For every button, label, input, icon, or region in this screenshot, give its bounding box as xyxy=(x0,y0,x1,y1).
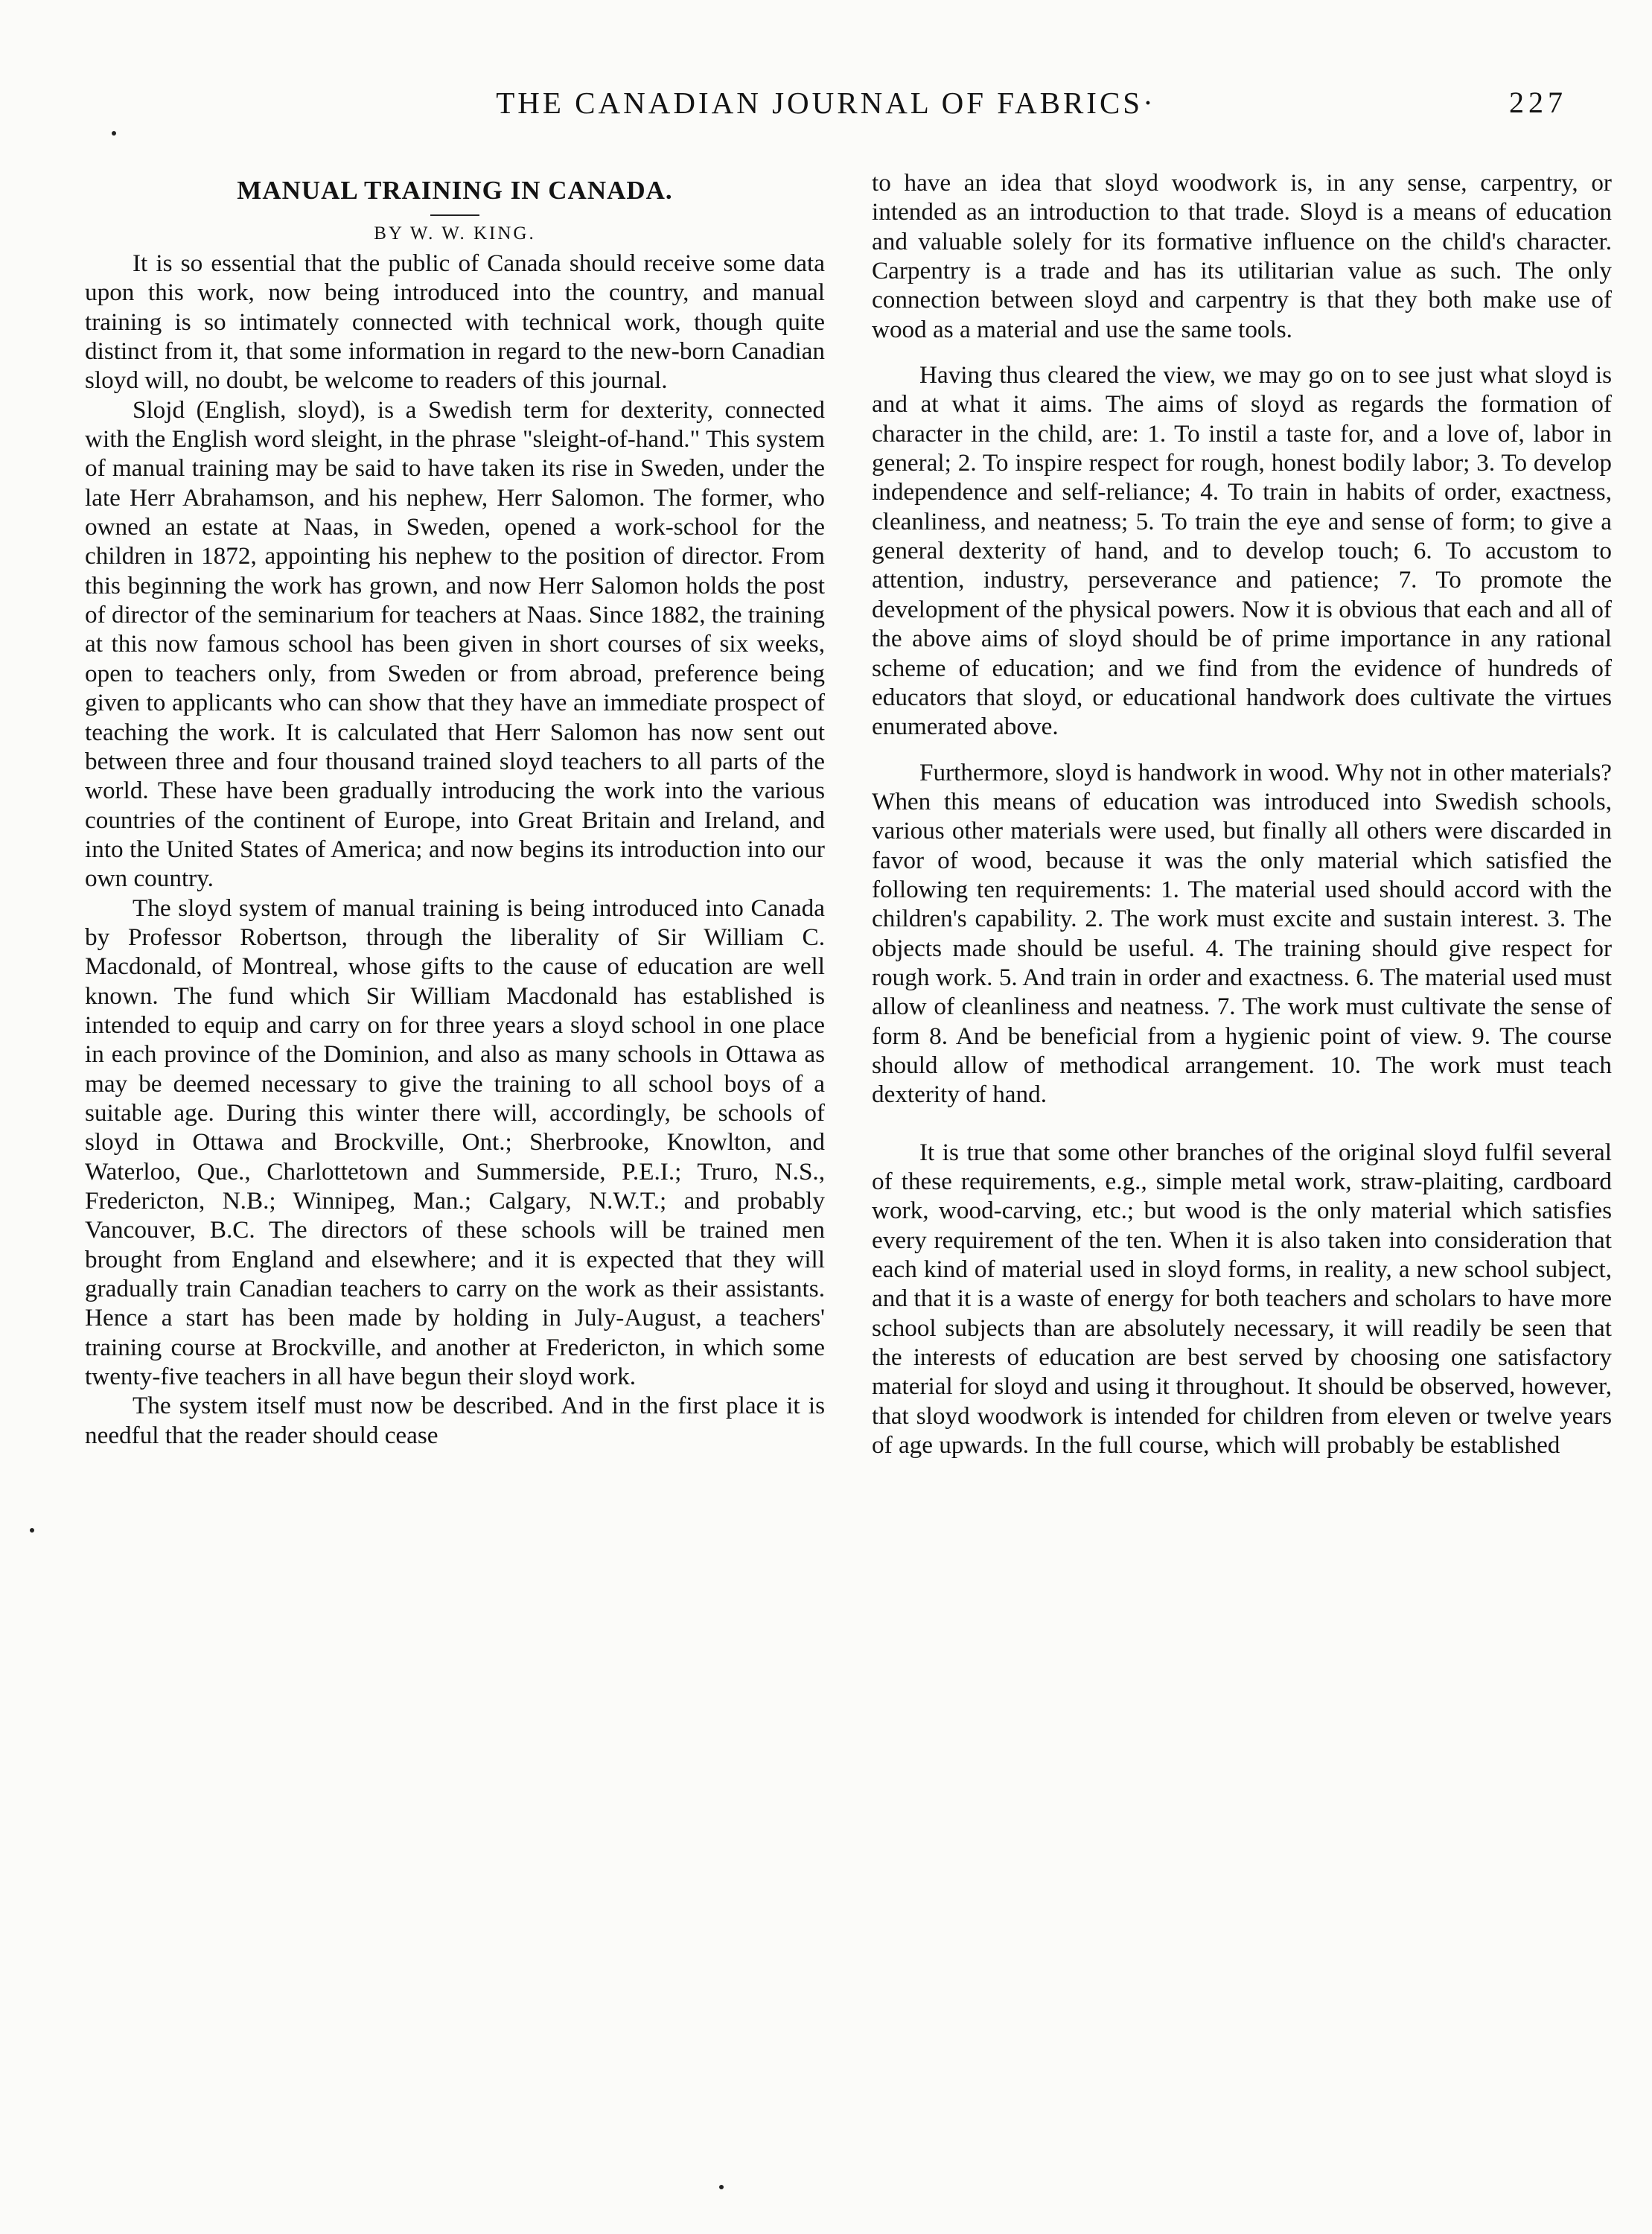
paragraph: The system itself must now be described. And in the first place it is needful that the reader should cease xyxy=(85,1392,825,1449)
journal-title: THE CANADIAN JOURNAL OF FABRICS· xyxy=(496,86,1156,120)
paragraph: Furthermore, sloyd is handwork in wood. Why not in other materials? When this means of education was introduced into Swedish schools, various other materials were used, but finally all others were discarded in favor of wood, because it was the only material which satisfied the following ten requirements: 1. The material used should accord with the children's capability. 2. The work must excite and sustain interest. 3. The objects made should be useful. 4. The training should give respect for rough work. 5. And train in order and exactness. 6. The material used must allow of cleanliness and neatness. 7. The work must cultivate the sense of form 8. And be beneficial from a hygienic point of view. 9. The course should allow of methodical arrangement. 10. The work must teach dexterity of hand. xyxy=(872,758,1612,1109)
paragraph: Slojd (English, sloyd), is a Swedish term for dexterity, connected with the English word sleight, in the phrase "sleight-of-hand." This system of manual training may be said to have taken its rise in Sweden, under the late Herr Abrahamson, and his nephew, Herr Salomon. The former, who owned an estate at Naas, in Sweden, opened a work-school for the children in 1872, appointing his nephew to the position of director. From this beginning the work has grown, and now Herr Salomon holds the post of director of the seminarium for teachers at Naas. Since 1882, the training at this now famous school has been given in short courses of six weeks, open to teachers only, from Sweden or from abroad, preference being given to applicants who can show that they have an immediate prospect of teaching the work. It is calculated that Herr Salomon has now sent out between three and four thousand trained sloyd teachers to all parts of the world. These have been gradually introducing the work into the various countries of the continent of Europe, into Great Britain and Ireland, and into the United States of America; and now begins its introduction into our own country. xyxy=(85,395,825,893)
page-number: 227 xyxy=(1509,86,1567,119)
stray-mark xyxy=(112,131,116,136)
paragraph: Having thus cleared the view, we may go on to see just what sloyd is and at what it aims. The aims of sloyd as regards the formation of character in the child, are: 1. To instil a taste for, and a love of, labor in general; 2. To inspire respect for rough, honest bodily labor; 3. To develop independence and self-reliance; 4. To train in habits of order, exactness, cleanliness, and neatness; 5. To train the eye and sense of form; to give a general dexterity of hand, and to develop touch; 6. To accustom to attention, industry, perseverance and patience; 7. To promote the development of the physical powers. Now it is obvious that each and all of the above aims of sloyd should be of prime importance in any rational scheme of education; and we find from the evidence of hundreds of educators that sloyd, or educational handwork does cultivate the virtues enumerated above. xyxy=(872,361,1612,741)
title-rule xyxy=(430,214,479,216)
article-title: MANUAL TRAINING IN CANADA. xyxy=(237,176,673,205)
stray-mark xyxy=(30,1528,34,1533)
left-column xyxy=(85,168,825,1450)
paragraph: It is true that some other branches of the original sloyd fulfil several of these requirements, e.g., simple metal work, straw-plaiting, cardboard work, wood-carving, etc.; but wood is the only material which satisfies every requirement of the ten. When it is also taken into consideration that each kind of material used in sloyd forms, in reality, a new school subject, and that it is a waste of energy for both teachers and scholars to have more school subjects than are absolutely necessary, it will readily be seen that the interests of education are best served by choosing one satisfactory material for sloyd and using it throughout. It should be observed, however, that sloyd woodwork is intended for children from eleven or twelve years of age upwards. In the full course, which will probably be established xyxy=(872,1138,1612,1460)
right-column xyxy=(872,168,1612,1460)
paragraph: to have an idea that sloyd woodwork is, in any sense, carpentry, or intended as an introduction to that trade. Sloyd is a means of education and valuable solely for its formative influence on the child's character. Carpentry is a trade and has its utilitarian value as such. The only connection between sloyd and carpentry is that they both make use of wood as a material and use the same tools. xyxy=(872,169,1612,343)
paragraph: It is so essential that the public of Canada should receive some data upon this work, now being introduced into the country, and manual training is so intimately connected with technical work, though quite distinct from it, that some information in regard to the new-born Canadian sloyd will, no doubt, be welcome to readers of this journal. xyxy=(85,249,825,395)
byline: BY W. W. KING. xyxy=(374,223,536,244)
stray-mark xyxy=(719,2185,724,2189)
paragraph: The sloyd system of manual training is being introduced into Canada by Professor Robertson, through the liberality of Sir William C. Macdonald, of Montreal, whose gifts to the cause of education are well known. The fund which Sir William Macdonald has established is intended to equip and carry on for three years a sloyd school in one place in each province of the Dominion, and also as many schools in Ottawa as may be deemed necessary to give the training to all school boys of a suitable age. During this winter there will, accordingly, be schools of sloyd in Ottawa and Brockville, Ont.; Sherbrooke, Knowlton, and Waterloo, Que., Charlottetown and Summerside, P.E.I.; Truro, N.S., Fredericton, N.B.; Winnipeg, Man.; Calgary, N.W.T.; and probably Vancouver, B.C. The directors of these schools will be trained men brought from England and elsewhere; and it is expected that they will gradually train Canadian teachers to carry on the work as their assistants. Hence a start has been made by holding in July-August, a teachers' training course at Brockville, and another at Fredericton, in which some twenty-five teachers in all have begun their sloyd work. xyxy=(85,894,825,1391)
running-head xyxy=(0,83,1652,128)
